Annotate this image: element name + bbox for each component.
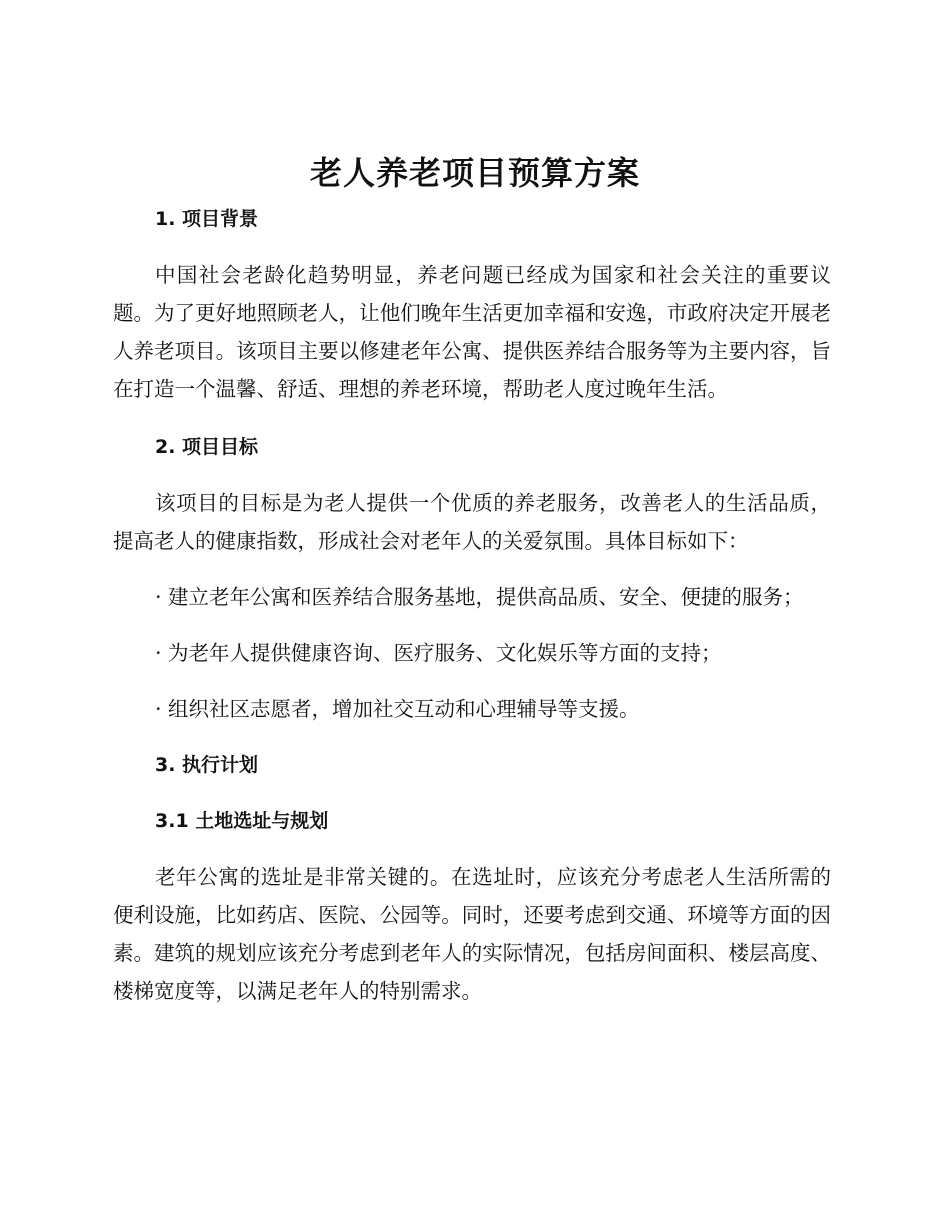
document-title: 老人养老项目预算方案 — [309, 154, 640, 192]
goal-list-item: · 建立老年公寓和医养结合服务基地，提供高品质、安全、便捷的服务； — [155, 585, 804, 609]
section-heading-goals: 2. 项目目标 — [155, 436, 259, 458]
section-heading-plan: 3. 执行计划 — [155, 754, 259, 776]
goal-list-item: · 为老年人提供健康咨询、医疗服务、文化娱乐等方面的支持； — [155, 641, 722, 665]
paragraph-site: 老年公寓的选址是非常关键的。在选址时，应该充分考虑老人生活所需的便利设施，比如药店、医院、公园等。同时，还要考虑到交通、环境等方面的因素。建筑的规划应该充分考虑到老年人的实际情况，包括房间面积、楼层高度、楼梯宽度等，以满足老年人的特别需求。 — [113, 865, 831, 1003]
goal-list-item: · 组织社区志愿者，增加社交互动和心理辅导等支援。 — [155, 697, 640, 721]
section-heading-background: 1. 项目背景 — [155, 208, 259, 230]
document-body — [113, 200, 831, 1010]
subsection-heading-site: 3.1 土地选址与规划 — [155, 810, 329, 832]
paragraph-goals-intro: 该项目的目标是为老人提供一个优质的养老服务，改善老人的生活品质，提高老人的健康指数，形成社会对老年人的关爱氛围。具体目标如下： — [113, 491, 831, 553]
paragraph-background: 中国社会老龄化趋势明显，养老问题已经成为国家和社会关注的重要议题。为了更好地照顾老人，让他们晚年生活更加幸福和安逸，市政府决定开展老人养老项目。该项目主要以修建老年公寓、提供医养结合服务等为主要内容，旨在打造一个温馨、舒适、理想的养老环境，帮助老人度过晚年生活。 — [113, 263, 831, 401]
